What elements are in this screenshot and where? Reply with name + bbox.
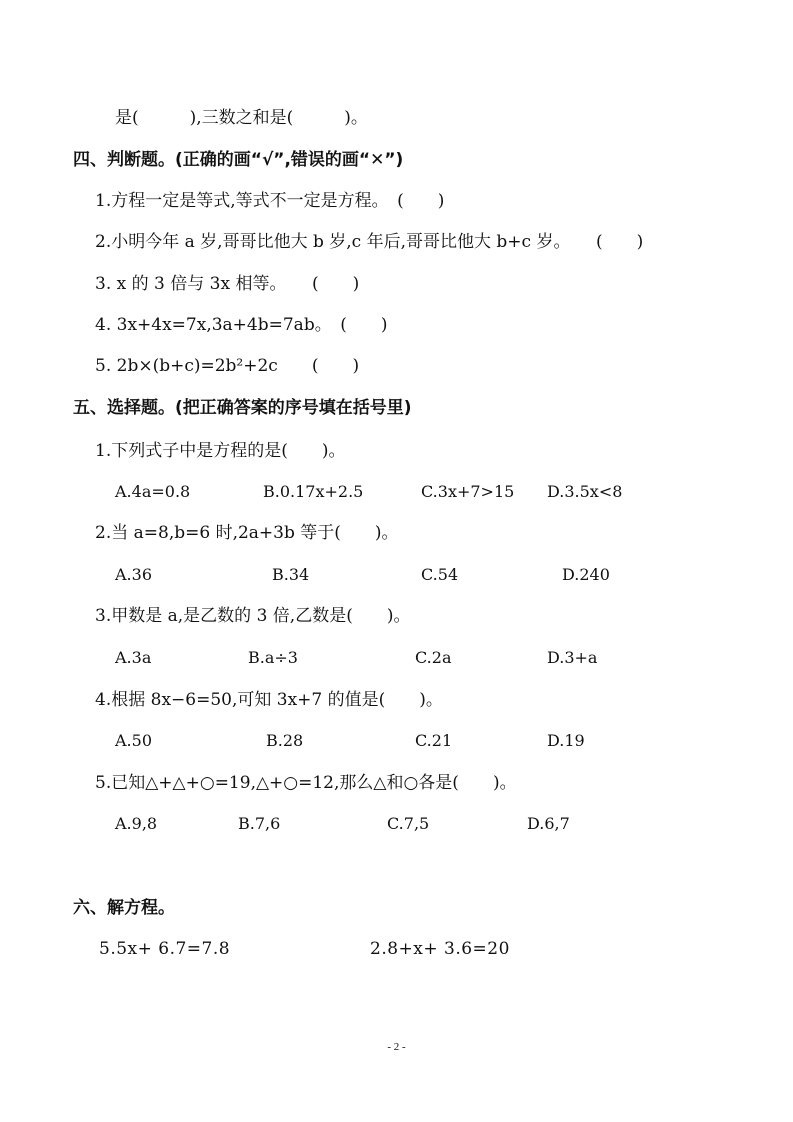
choice-4-option-d: D.19 bbox=[547, 731, 585, 750]
choice-1-option-c: C.3x+7>15 bbox=[421, 482, 515, 501]
choice-1-option-b: B.0.17x+2.5 bbox=[263, 482, 364, 501]
choice-1-option-d: D.3.5x<8 bbox=[547, 482, 623, 501]
equation-1: 5.5x+ 6.7=7.8 bbox=[99, 939, 231, 959]
choice-3-option-a: A.3a bbox=[115, 648, 152, 667]
judge-item-4: 4. 3x+4x=7x,3a+4b=7ab。 ( ) bbox=[95, 315, 388, 335]
choice-1-option-a: A.4a=0.8 bbox=[115, 482, 191, 501]
judge-item-3: 3. x 的 3 倍与 3x 相等。 ( ) bbox=[95, 274, 360, 294]
choice-3-option-b: B.a÷3 bbox=[248, 648, 298, 667]
choice-3-option-d: D.3+a bbox=[547, 648, 598, 667]
choice-4-option-c: C.21 bbox=[415, 731, 453, 750]
equation-2: 2.8+x+ 3.6=20 bbox=[370, 939, 510, 959]
judge-item-1: 1.方程一定是等式,等式不一定是方程。 ( ) bbox=[95, 191, 445, 211]
choice-2-option-c: C.54 bbox=[421, 565, 459, 584]
choice-5-option-d: D.6,7 bbox=[527, 814, 570, 833]
choice-5-option-a: A.9,8 bbox=[115, 814, 158, 833]
choice-question-1: 1.下列式子中是方程的是( )。 bbox=[95, 441, 346, 461]
choice-4-option-a: A.50 bbox=[115, 731, 152, 750]
judge-item-5: 5. 2b×(b+c)=2b²+2c ( ) bbox=[95, 356, 360, 376]
choice-4-option-b: B.28 bbox=[266, 731, 304, 750]
choice-question-3: 3.甲数是 a,是乙数的 3 倍,乙数是( )。 bbox=[95, 606, 411, 626]
page-number: - 2 - bbox=[387, 1041, 406, 1053]
choice-5-option-b: B.7,6 bbox=[238, 814, 281, 833]
continuation-line: 是( ),三数之和是( )。 bbox=[115, 108, 368, 128]
choice-5-option-c: C.7,5 bbox=[387, 814, 430, 833]
choice-3-option-c: C.2a bbox=[415, 648, 452, 667]
section-five-title: 五、选择题。(把正确答案的序号填在括号里) bbox=[73, 398, 412, 418]
choice-question-4: 4.根据 8x−6=50,可知 3x+7 的值是( )。 bbox=[95, 690, 443, 710]
judge-item-2: 2.小明今年 a 岁,哥哥比他大 b 岁,c 年后,哥哥比他大 b+c 岁。 ( ) bbox=[95, 232, 644, 252]
choice-2-option-b: B.34 bbox=[272, 565, 310, 584]
choice-question-5: 5.已知△+△+○=19,△+○=12,那么△和○各是( )。 bbox=[95, 773, 517, 793]
choice-2-option-a: A.36 bbox=[115, 565, 152, 584]
choice-2-option-d: D.240 bbox=[562, 565, 610, 584]
section-four-title: 四、判断题。(正确的画“√”,错误的画“✕”) bbox=[73, 150, 404, 170]
section-six-title: 六、解方程。 bbox=[73, 898, 175, 918]
choice-question-2: 2.当 a=8,b=6 时,2a+3b 等于( )。 bbox=[95, 523, 399, 543]
